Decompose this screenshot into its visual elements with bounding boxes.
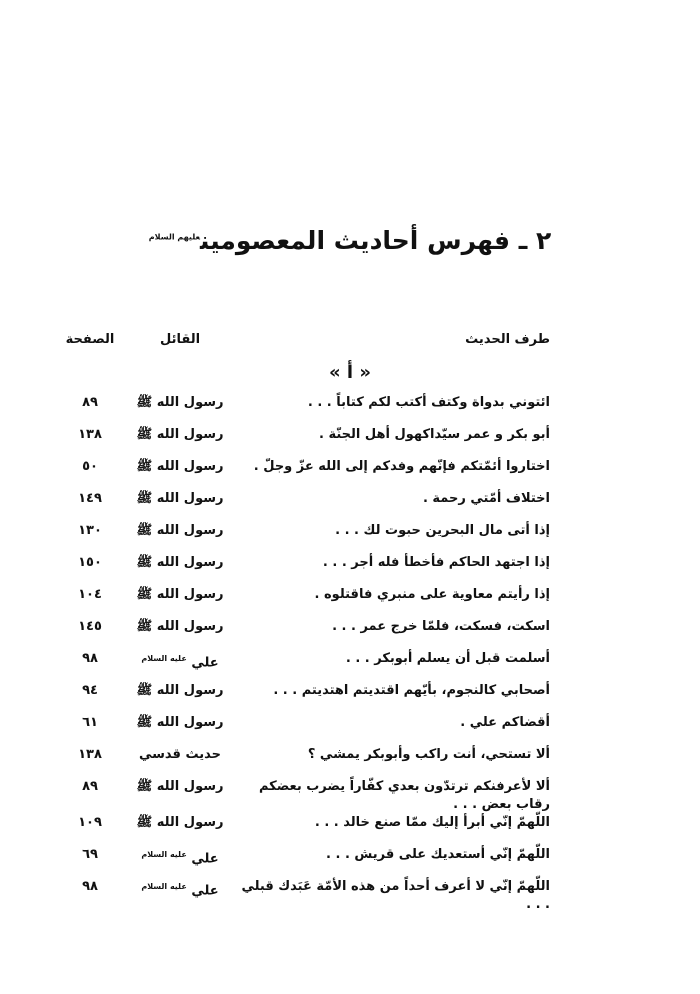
hadith-text: إذا اجتهد الحاكم فأخطأ فله أجر . . . [322, 555, 550, 570]
speaker [120, 618, 240, 636]
speaker-name: علي [191, 883, 219, 899]
speaker-name: علي [191, 655, 219, 671]
speaker [120, 650, 240, 672]
honorific-icon: ﷺ [136, 523, 153, 538]
table-row [55, 618, 550, 650]
honorific-mark: عليهم السلام [148, 232, 200, 242]
page-number: ٩٤ [82, 683, 98, 698]
speaker-name: رسول الله [156, 715, 224, 730]
speaker [120, 746, 240, 764]
hadith-text: أبو بكر و عمر سيّداكهول أهل الجنّة . [319, 427, 550, 442]
speaker-name: رسول الله [156, 459, 224, 474]
table-row [55, 714, 550, 746]
header-hadith: طرف الحديث [465, 332, 550, 347]
table-row [55, 814, 550, 846]
table-row [55, 522, 550, 554]
hadith-text: أسلمت قبل أن يسلم أبوبكر . . . [345, 651, 550, 666]
speaker [120, 682, 240, 700]
speaker-name: حديث قدسي [138, 747, 221, 762]
title-text: ٢ ـ فهرس أحاديث المعصومين [199, 226, 552, 255]
speaker [120, 522, 240, 540]
speaker [120, 814, 240, 832]
speaker [120, 426, 240, 444]
speaker [120, 846, 240, 868]
honorific-icon: ﷺ [136, 555, 153, 570]
table-header [55, 332, 550, 347]
honorific-icon: عليه السلام [141, 654, 187, 663]
honorific-icon: ﷺ [136, 427, 153, 442]
speaker [120, 778, 240, 796]
hadith-text: أقضاكم علي . [460, 715, 550, 730]
honorific-icon: ﷺ [136, 459, 153, 474]
speaker-name: رسول الله [156, 427, 224, 442]
page-number: ٦٩ [82, 847, 98, 862]
table-row [55, 682, 550, 714]
page-number: ١٠٤ [78, 587, 102, 602]
speaker [120, 586, 240, 604]
page-number: ٨٩ [82, 395, 98, 410]
hadith-text: ألا تستحي، أنت راكب وأبوبكر يمشي ؟ [307, 747, 550, 762]
speaker [120, 458, 240, 476]
header-speaker: القائل [159, 332, 201, 347]
speaker [120, 394, 240, 412]
page-number: ٦١ [82, 715, 98, 730]
table-row [55, 426, 550, 458]
honorific-icon: ﷺ [136, 395, 153, 410]
honorific-icon: ﷺ [136, 779, 153, 794]
speaker-name: رسول الله [156, 555, 224, 570]
speaker-name: رسول الله [156, 395, 224, 410]
table-row [55, 458, 550, 490]
table-row [55, 490, 550, 522]
table-row [55, 746, 550, 778]
honorific-icon: ﷺ [136, 683, 153, 698]
table-row [55, 554, 550, 586]
hadith-text: إذا أتى مال البحرين حبوت لك . . . [335, 523, 550, 538]
speaker-name: رسول الله [156, 683, 224, 698]
table-row [55, 650, 550, 682]
hadith-text: اللّهمّ إنّي أبرأ إليك ممّا صنع خالد . . . [314, 815, 550, 830]
page-number: ٩٨ [82, 879, 98, 894]
honorific-icon: ﷺ [136, 715, 153, 730]
header-page: الصفحة [65, 332, 115, 347]
honorific-icon: ﷺ [136, 587, 153, 602]
honorific-icon: عليه السلام [141, 850, 187, 859]
table-row [55, 394, 550, 426]
hadith-text: إذا رأيتم معاوية على منبري فاقتلوه . [314, 587, 550, 602]
page-number: ١٤٥ [78, 619, 102, 634]
hadith-text: اللّهمّ إنّي لا أعرف أحداً من هذه الأمّة عَبَدك قبلي . . . [241, 879, 550, 912]
speaker [120, 878, 240, 900]
speaker-name: رسول الله [156, 491, 224, 506]
hadith-text: أصحابي كالنجوم، بأيّهم اقتديتم اهتديتم . . . [273, 683, 550, 698]
section-letter: « أ » [329, 362, 371, 383]
honorific-icon: ﷺ [136, 815, 153, 830]
hadith-text: اللّهمّ إنّي أستعديك على قريش . . . [326, 847, 550, 862]
hadith-text: اسكت، فسكت، فلمّا خرج عمر . . . [332, 619, 550, 634]
speaker-name: رسول الله [156, 523, 224, 538]
speaker [120, 714, 240, 732]
page-number: ١٥٠ [78, 555, 102, 570]
hadith-text: اختلاف أمّتي رحمة . [422, 491, 550, 506]
hadith-text: ألا لأعرفنكم ترتدّون بعدي كفّاراً يضرب بعضكم رقاب بعض . . . [258, 779, 550, 812]
honorific-icon: ﷺ [136, 619, 153, 634]
table-row [55, 878, 550, 914]
speaker-name: رسول الله [156, 587, 224, 602]
hadith-text: اختاروا أئمّتكم فإنّهم وفدكم إلى الله عزّ وجلّ . [253, 459, 550, 474]
page-number: ١٣٨ [78, 747, 102, 762]
speaker-name: علي [191, 851, 219, 867]
hadith-text: ائتوني بدواة وكتف أكتب لكم كتاباً . . . [307, 395, 550, 410]
honorific-icon: ﷺ [136, 491, 153, 506]
page-number: ٨٩ [82, 779, 98, 794]
page-number: ١٣٨ [78, 427, 102, 442]
page-number: ٥٠ [82, 459, 98, 474]
page-number: ٩٨ [82, 651, 98, 666]
speaker-name: رسول الله [156, 779, 224, 794]
honorific-icon: عليه السلام [141, 882, 187, 891]
speaker [120, 554, 240, 572]
page-number: ١٤٩ [78, 491, 102, 506]
table-row [55, 778, 550, 814]
table-row [55, 586, 550, 618]
speaker-name: رسول الله [156, 815, 224, 830]
speaker [120, 490, 240, 508]
index-table [55, 394, 550, 914]
page-number: ١٠٩ [78, 815, 102, 830]
table-row [55, 846, 550, 878]
speaker-name: رسول الله [156, 619, 224, 634]
page-title [0, 226, 700, 255]
page-number: ١٣٠ [78, 523, 102, 538]
